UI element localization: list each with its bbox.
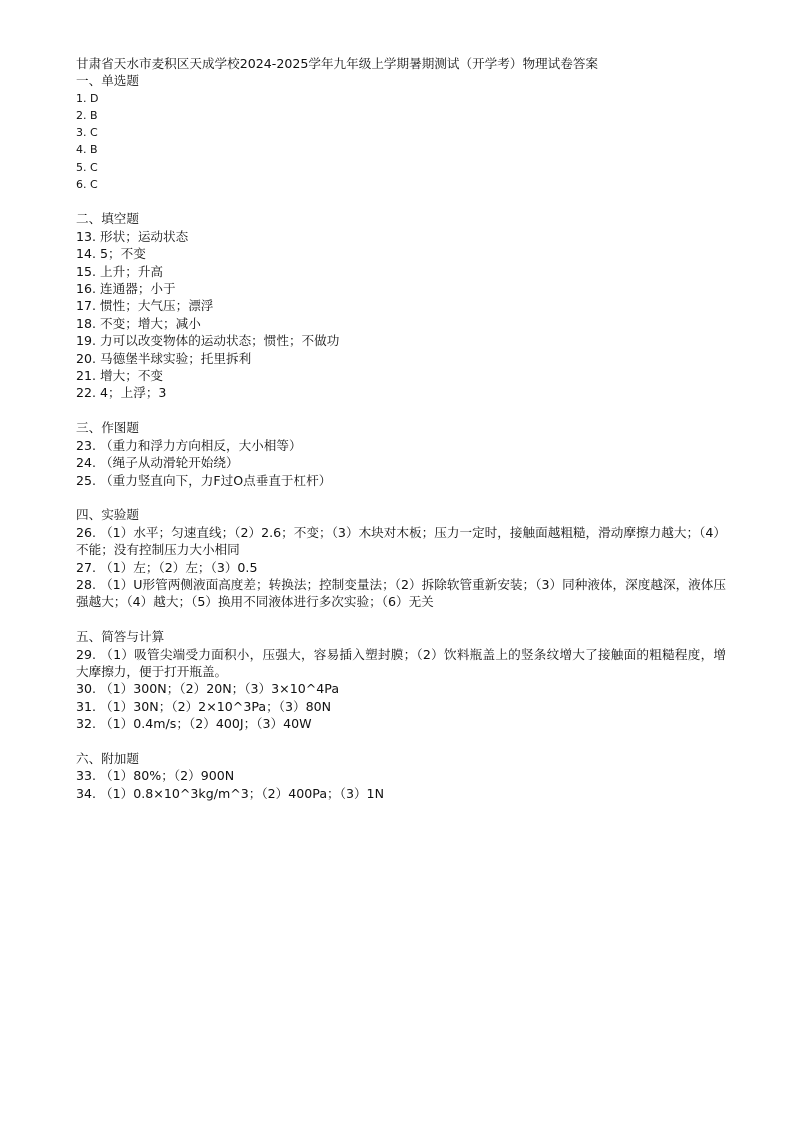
answer-item — [76, 454, 726, 471]
answer-section — [76, 506, 726, 610]
answer-text: C — [90, 177, 98, 191]
answer-text: （1）30N；（2）2×10^3Pa；（3）80N — [100, 698, 332, 714]
answer-text: B — [90, 143, 98, 157]
question-number: 24. — [76, 455, 97, 471]
section-heading: 一、单选题 — [76, 73, 139, 89]
answer-text: （1）水平；匀速直线；（2）2.6；不变；（3）木块对木板；压力一定时，接触面越粗糙，滑动摩擦力越大；（4）不能；没有控制压力大小相同 — [76, 524, 726, 558]
answer-list — [76, 524, 726, 611]
question-number: 28. — [76, 576, 97, 592]
question-number: 20. — [76, 350, 97, 366]
answer-text: （重力竖直向下，力F过O点垂直于杠杆） — [100, 472, 332, 488]
answer-sheet-page — [76, 55, 726, 802]
answer-item — [76, 90, 726, 107]
question-number: 23. — [76, 437, 97, 453]
answer-item — [76, 367, 726, 384]
question-number: 22. — [76, 385, 97, 401]
section-heading: 五、简答与计算 — [76, 629, 165, 645]
question-number: 29. — [76, 646, 97, 662]
answer-item — [76, 332, 726, 349]
question-number: 4. — [76, 143, 87, 157]
answer-text: 增大；不变 — [100, 368, 164, 384]
answer-item — [76, 176, 726, 193]
answer-section — [76, 628, 726, 732]
answer-item — [76, 785, 726, 802]
answer-item — [76, 124, 726, 141]
answer-text: D — [90, 91, 99, 105]
answer-item — [76, 228, 726, 245]
answer-text: （1）吸管尖端受力面积小，压强大，容易插入塑封膜；（2）饮料瓶盖上的竖条纹增大了接触面的粗糙程度，增大摩擦力，便于打开瓶盖。 — [76, 646, 726, 679]
answer-text: 上升；升高 — [100, 263, 164, 279]
question-number: 5. — [76, 160, 87, 174]
question-number: 14. — [76, 246, 97, 262]
answer-text: C — [90, 160, 98, 174]
question-number: 19. — [76, 333, 97, 349]
question-number: 18. — [76, 315, 97, 331]
answer-item — [76, 524, 726, 559]
question-number: 30. — [76, 681, 97, 697]
answer-text: （1）300N；（2）20N；（3）3×10^4Pa — [100, 681, 340, 697]
answer-text: （1）80%；（2）900N — [100, 768, 235, 784]
answer-text: 不变；增大；减小 — [100, 315, 201, 331]
answer-text: （重力和浮力方向相反，大小相等） — [100, 437, 302, 453]
question-number: 34. — [76, 785, 97, 801]
question-number: 6. — [76, 177, 87, 191]
answer-text: 惯性；大气压；漂浮 — [100, 298, 214, 314]
question-number: 31. — [76, 698, 97, 714]
answer-section — [76, 750, 726, 802]
answer-text: 马德堡半球实验；托里拆利 — [100, 350, 252, 366]
answer-text: 4；上浮；3 — [100, 385, 167, 401]
answer-sections — [76, 72, 726, 802]
answer-item — [76, 297, 726, 314]
question-number: 1. — [76, 91, 87, 105]
answer-section — [76, 419, 726, 489]
section-heading: 六、附加题 — [76, 750, 139, 766]
section-heading: 三、作图题 — [76, 420, 139, 436]
answer-item — [76, 576, 726, 611]
answer-text: B — [90, 109, 98, 123]
question-number: 21. — [76, 368, 97, 384]
question-number: 15. — [76, 263, 97, 279]
answer-item — [76, 350, 726, 367]
answer-item — [76, 437, 726, 454]
answer-text: C — [90, 126, 98, 140]
answer-item — [76, 159, 726, 176]
question-number: 25. — [76, 472, 97, 488]
answer-item — [76, 472, 726, 489]
answer-item — [76, 245, 726, 262]
answer-text: 5；不变 — [100, 246, 146, 262]
answer-section — [76, 210, 726, 401]
answer-list — [76, 646, 726, 733]
question-number: 27. — [76, 559, 97, 575]
answer-section — [76, 72, 726, 193]
answer-list — [76, 90, 726, 193]
answer-item — [76, 280, 726, 297]
question-number: 2. — [76, 109, 87, 123]
question-number: 13. — [76, 228, 97, 244]
question-number: 33. — [76, 768, 97, 784]
answer-item — [76, 680, 726, 697]
answer-item — [76, 646, 726, 681]
answer-item — [76, 107, 726, 124]
answer-item — [76, 384, 726, 401]
answer-text: （1）左；（2）左；（3）0.5 — [100, 559, 258, 575]
answer-item — [76, 315, 726, 332]
answer-item — [76, 559, 726, 576]
answer-list — [76, 228, 726, 402]
question-number: 3. — [76, 126, 87, 140]
question-number: 26. — [76, 524, 97, 540]
answer-text: （1）0.8×10^3kg/m^3；（2）400Pa；（3）1N — [100, 785, 384, 801]
answer-text: 形状；运动状态 — [100, 228, 189, 244]
answer-list — [76, 767, 726, 802]
question-number: 17. — [76, 298, 97, 314]
answer-item — [76, 263, 726, 280]
document-title: 甘肃省天水市麦积区天成学校2024-2025学年九年级上学期暑期测试（开学考）物理试卷答案 — [76, 56, 599, 71]
answer-text: （1）U形管两侧液面高度差；转换法；控制变量法；（2）拆除软管重新安装；（3）同种液体，深度越深，液体压强越大；（4）越大；（5）换用不同液体进行多次实验；（6）无关 — [76, 576, 726, 610]
answer-text: （1）0.4m/s；（2）400J；（3）40W — [100, 716, 312, 732]
answer-item — [76, 715, 726, 732]
answer-item — [76, 767, 726, 784]
answer-text: 力可以改变物体的运动状态；惯性；不做功 — [100, 333, 340, 349]
question-number: 16. — [76, 281, 97, 297]
answer-item — [76, 141, 726, 158]
answer-text: （绳子从动滑轮开始绕） — [100, 455, 239, 471]
section-heading: 四、实验题 — [76, 507, 139, 523]
question-number: 32. — [76, 716, 97, 732]
section-heading: 二、填空题 — [76, 211, 139, 227]
answer-item — [76, 698, 726, 715]
answer-list — [76, 437, 726, 489]
answer-text: 连通器；小于 — [100, 281, 176, 297]
